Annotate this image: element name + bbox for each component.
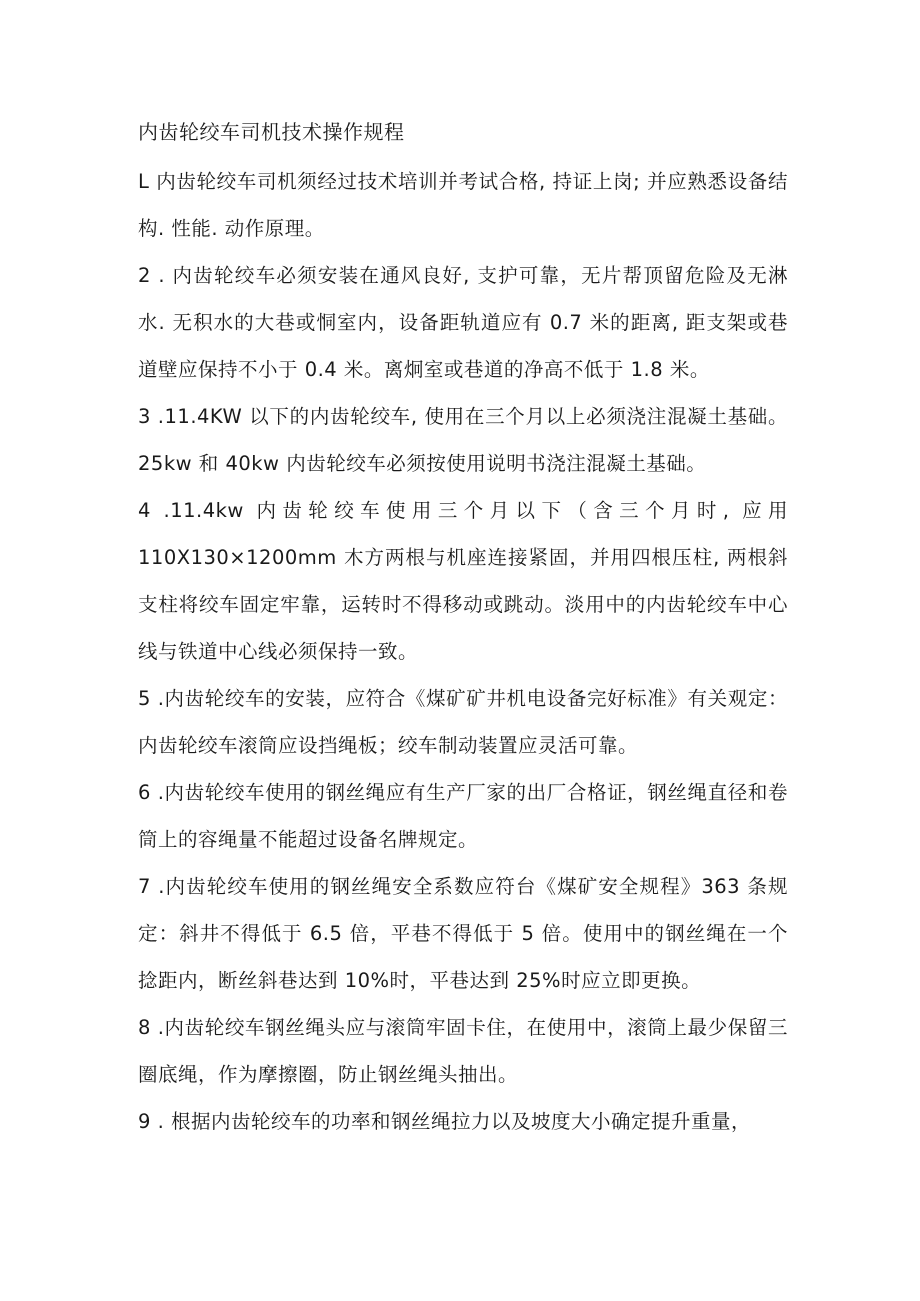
paragraph-4-rest: 110X130×1200mm 木方两根与机座连接紧固，并用四根压柱, 两根斜支柱将绞车固定牢靠，运转时不得移动或跳动。淡用中的内齿轮绞车中心线与铁道中心线必须保持一致。 <box>138 546 788 663</box>
document-body <box>138 112 788 1145</box>
document-title: 内齿轮绞车司机技术操作规程 <box>138 120 405 144</box>
paragraph-9: 9 . 根据内齿轮绞车的功率和钢丝绳拉力以及坡度大小确定提升重量， <box>138 1110 752 1133</box>
paragraph-7: 7 .内齿轮绞车使用的钢丝绳安全系数应符台《煤矿安全规程》363 条规定：斜井不得低于 6.5 倍，平巷不得低于 5 倍。使用中的钢丝绳在一个捻距内，断丝斜巷达到 10%时，平巷达到 25%时应立即更换。 <box>138 875 788 992</box>
paragraph-1: L 内齿轮绞车司机须经过技术培训并考试合格, 持证上岗; 并应熟悉设备结构. 性能. 动作原理。 <box>138 170 788 240</box>
paragraph-6: 6 .内齿轮绞车使用的钢丝绳应有生产厂家的出厂合格证，钢丝绳直径和卷筒上的容绳量不能超过设备名牌规定。 <box>138 781 788 851</box>
paragraph-5: 5 .内齿轮绞车的安装，应符合《煤矿矿井机电设备完好标准》有关观定：内齿轮绞车滚筒应设挡绳板；绞车制动装置应灵活可靠。 <box>138 687 788 757</box>
paragraph-3: 3 .11.4KW 以下的内齿轮绞车, 使用在三个月以上必须浇注混凝土基础。25kw 和 40kw 内齿轮绞车必须按使用说明书浇注混凝土基础。 <box>138 405 788 475</box>
paragraph-8: 8 .内齿轮绞车钢丝绳头应与滚筒牢固卡住，在使用中，滚筒上最少保留三圈底绳，作为摩擦圈，防止钢丝绳头抽出。 <box>138 1016 788 1086</box>
paragraph-4 <box>138 487 788 675</box>
paragraph-4-first-line: 4 .11.4kw 内齿轮绞车使用三个月以下（含三个月时, 应用 <box>138 499 788 522</box>
paragraph-2: 2 . 内齿轮绞车必须安装在通风良好, 支护可靠，无片帮顶留危险及无淋水. 无积水的大巷或恫室内，设备距轨道应有 0.7 米的距离, 距支架或巷道壁应保持不小于 0.4 米。离炯室或巷道的净高不低于 1.8 米。 <box>138 264 788 381</box>
